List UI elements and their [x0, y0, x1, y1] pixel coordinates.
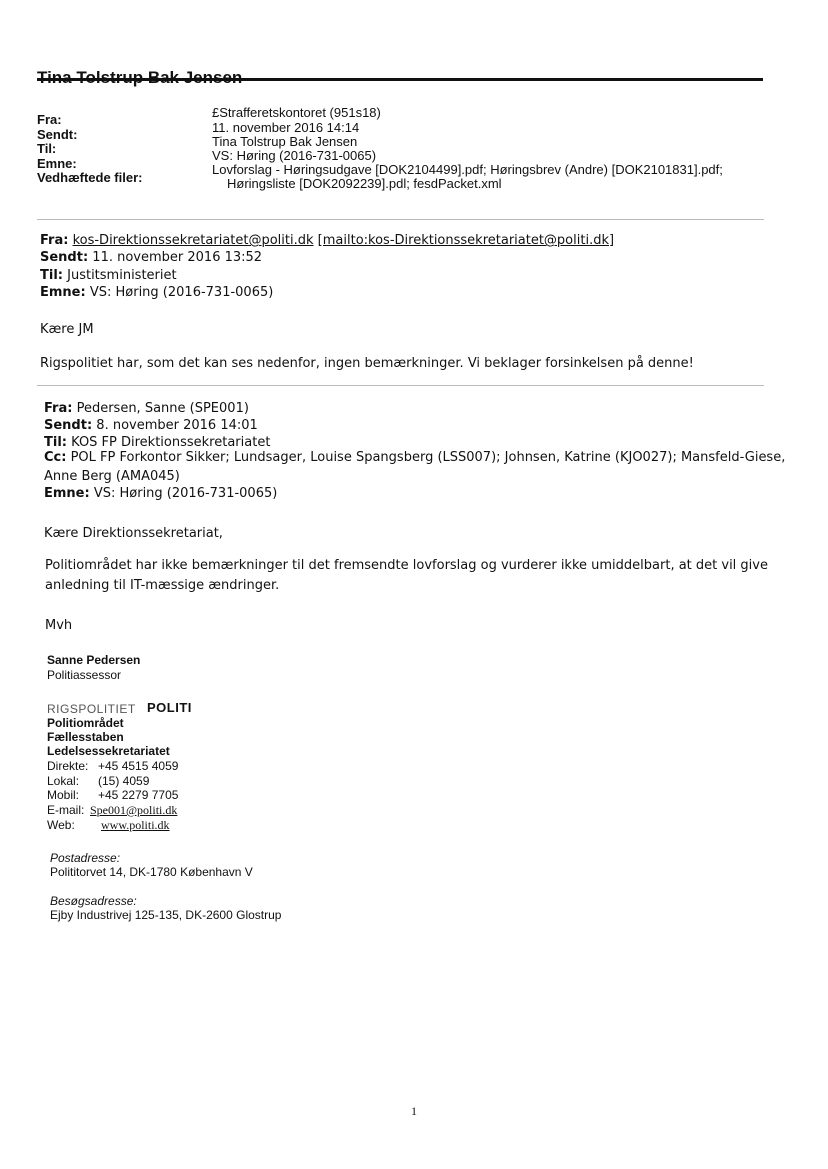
message2-from-line	[44, 401, 249, 416]
contact-mobile-label: Mobil:	[47, 788, 80, 802]
message1-mailto-link[interactable]: [mailto:kos-Direktionssekretariatet@politi.dk]	[317, 233, 615, 248]
message2-subject-value: VS: Høring (2016-731-0065)	[93, 486, 278, 501]
header-attachments-value-2: Høringsliste [DOK2092239].pdl; fesdPacket.xml	[227, 176, 502, 191]
contact-direct-value: +45 4515 4059	[98, 759, 179, 773]
postal-label: Postadresse:	[50, 851, 121, 865]
message1-to-value: Justitsministeriet	[67, 268, 177, 283]
header-attachments-value: Lovforslag - Høringsudgave [DOK2104499].pdf; Høringsbrev (Andre) [DOK2101831].pdf;	[212, 162, 723, 177]
visit-label: Besøgsadresse:	[50, 894, 137, 908]
signature-dept-1: Politiområdet	[47, 716, 124, 730]
message1-subject-value: VS: Høring (2016-731-0065)	[89, 285, 274, 300]
header-sent-label: Sendt:	[37, 127, 78, 142]
message1-body: Rigspolitiet har, som det kan ses nedenfor, ingen bemærkninger. Vi beklager forsinkelsen på denne!	[40, 356, 694, 371]
message2-from-label: Fra:	[44, 401, 73, 416]
signature-name: Sanne Pedersen	[47, 653, 141, 667]
signature-dept-2: Fællesstaben	[47, 730, 124, 744]
message1-sent-value: 11. november 2016 13:52	[92, 250, 263, 265]
message2-subject-label: Emne:	[44, 486, 90, 501]
message2-sent-label: Sendt:	[44, 418, 93, 433]
message2-subject-line	[44, 486, 277, 501]
header-subject-label: Emne:	[37, 156, 77, 171]
message1-subject-line	[40, 285, 273, 300]
message2-to-label: Til:	[44, 435, 67, 450]
header-sent-value: 11. november 2016 14:14	[212, 120, 360, 135]
header-subject-value: VS: Høring (2016-731-0065)	[212, 148, 377, 163]
separator	[37, 385, 764, 386]
message2-sent-value: 8. november 2016 14:01	[96, 418, 258, 433]
message2-body-line2: anledning til IT-mæssige ændringer.	[45, 578, 280, 593]
politi-logo: POLITI	[147, 700, 192, 715]
message1-from-link[interactable]: kos-Direktionssekretariatet@politi.dk	[72, 233, 314, 248]
message2-to-line	[44, 435, 270, 450]
message2-sent-line	[44, 418, 258, 433]
signature-dept-3: Ledelsessekretariatet	[47, 744, 170, 758]
message2-from-value: Pedersen, Sanne (SPE001)	[76, 401, 249, 416]
message1-from-label: Fra:	[40, 233, 69, 248]
contact-web-label: Web:	[47, 818, 75, 832]
contact-direct-label: Direkte:	[47, 759, 89, 773]
message1-sent-label: Sendt:	[40, 250, 89, 265]
contact-local-label: Lokal:	[47, 774, 80, 788]
message1-to-label: Til:	[40, 268, 63, 283]
header-attachments-label: Vedhæftede filer:	[37, 170, 143, 185]
message2-cc-label: Cc:	[44, 450, 67, 465]
header-from-label: Fra:	[37, 112, 62, 127]
message1-to-line	[40, 268, 177, 283]
message1-from-line	[40, 233, 614, 248]
message1-greeting: Kære JM	[40, 322, 94, 337]
message2-body-line1: Politiområdet har ikke bemærkninger til det fremsendte lovforslag og vurderer ikke umiddelbart, at det vil give	[45, 558, 768, 573]
contact-web-link[interactable]: www.politi.dk	[101, 818, 170, 832]
message2-greeting: Kære Direktionssekretariat,	[44, 526, 223, 541]
header-from-value: £Strafferetskontoret (951s18)	[212, 105, 381, 120]
contact-email-label: E-mail:	[47, 803, 85, 817]
title-rule	[37, 78, 763, 81]
message2-cc-value-2: Anne Berg (AMA045)	[44, 469, 180, 484]
message2-closing: Mvh	[45, 618, 73, 633]
visit-address: Ejby Industrivej 125-135, DK-2600 Glostrup	[50, 908, 282, 922]
contact-local-value: (15) 4059	[98, 774, 150, 788]
postal-address: Polititorvet 14, DK-1780 København V	[50, 865, 253, 879]
message2-cc-line	[44, 450, 785, 465]
header-to-label: Til:	[37, 141, 57, 156]
contact-email-link[interactable]: Spe001@politi.dk	[90, 803, 178, 817]
header-to-value: Tina Tolstrup Bak Jensen	[212, 134, 358, 149]
separator	[37, 219, 764, 220]
message1-sent-line	[40, 250, 262, 265]
signature-org-rigspolitiet: RIGSPOLITIET	[47, 702, 136, 716]
message2-cc-value: POL FP Forkontor Sikker; Lundsager, Louise Spangsberg (LSS007); Johnsen, Katrine (KJO027); Mansfeld-Giese,	[70, 450, 786, 465]
message1-subject-label: Emne:	[40, 285, 86, 300]
page-number: 1	[411, 1104, 417, 1118]
signature-role: Politiassessor	[47, 668, 122, 682]
contact-mobile-value: +45 2279 7705	[98, 788, 179, 802]
message2-to-value: KOS FP Direktionssekretariatet	[71, 435, 271, 450]
